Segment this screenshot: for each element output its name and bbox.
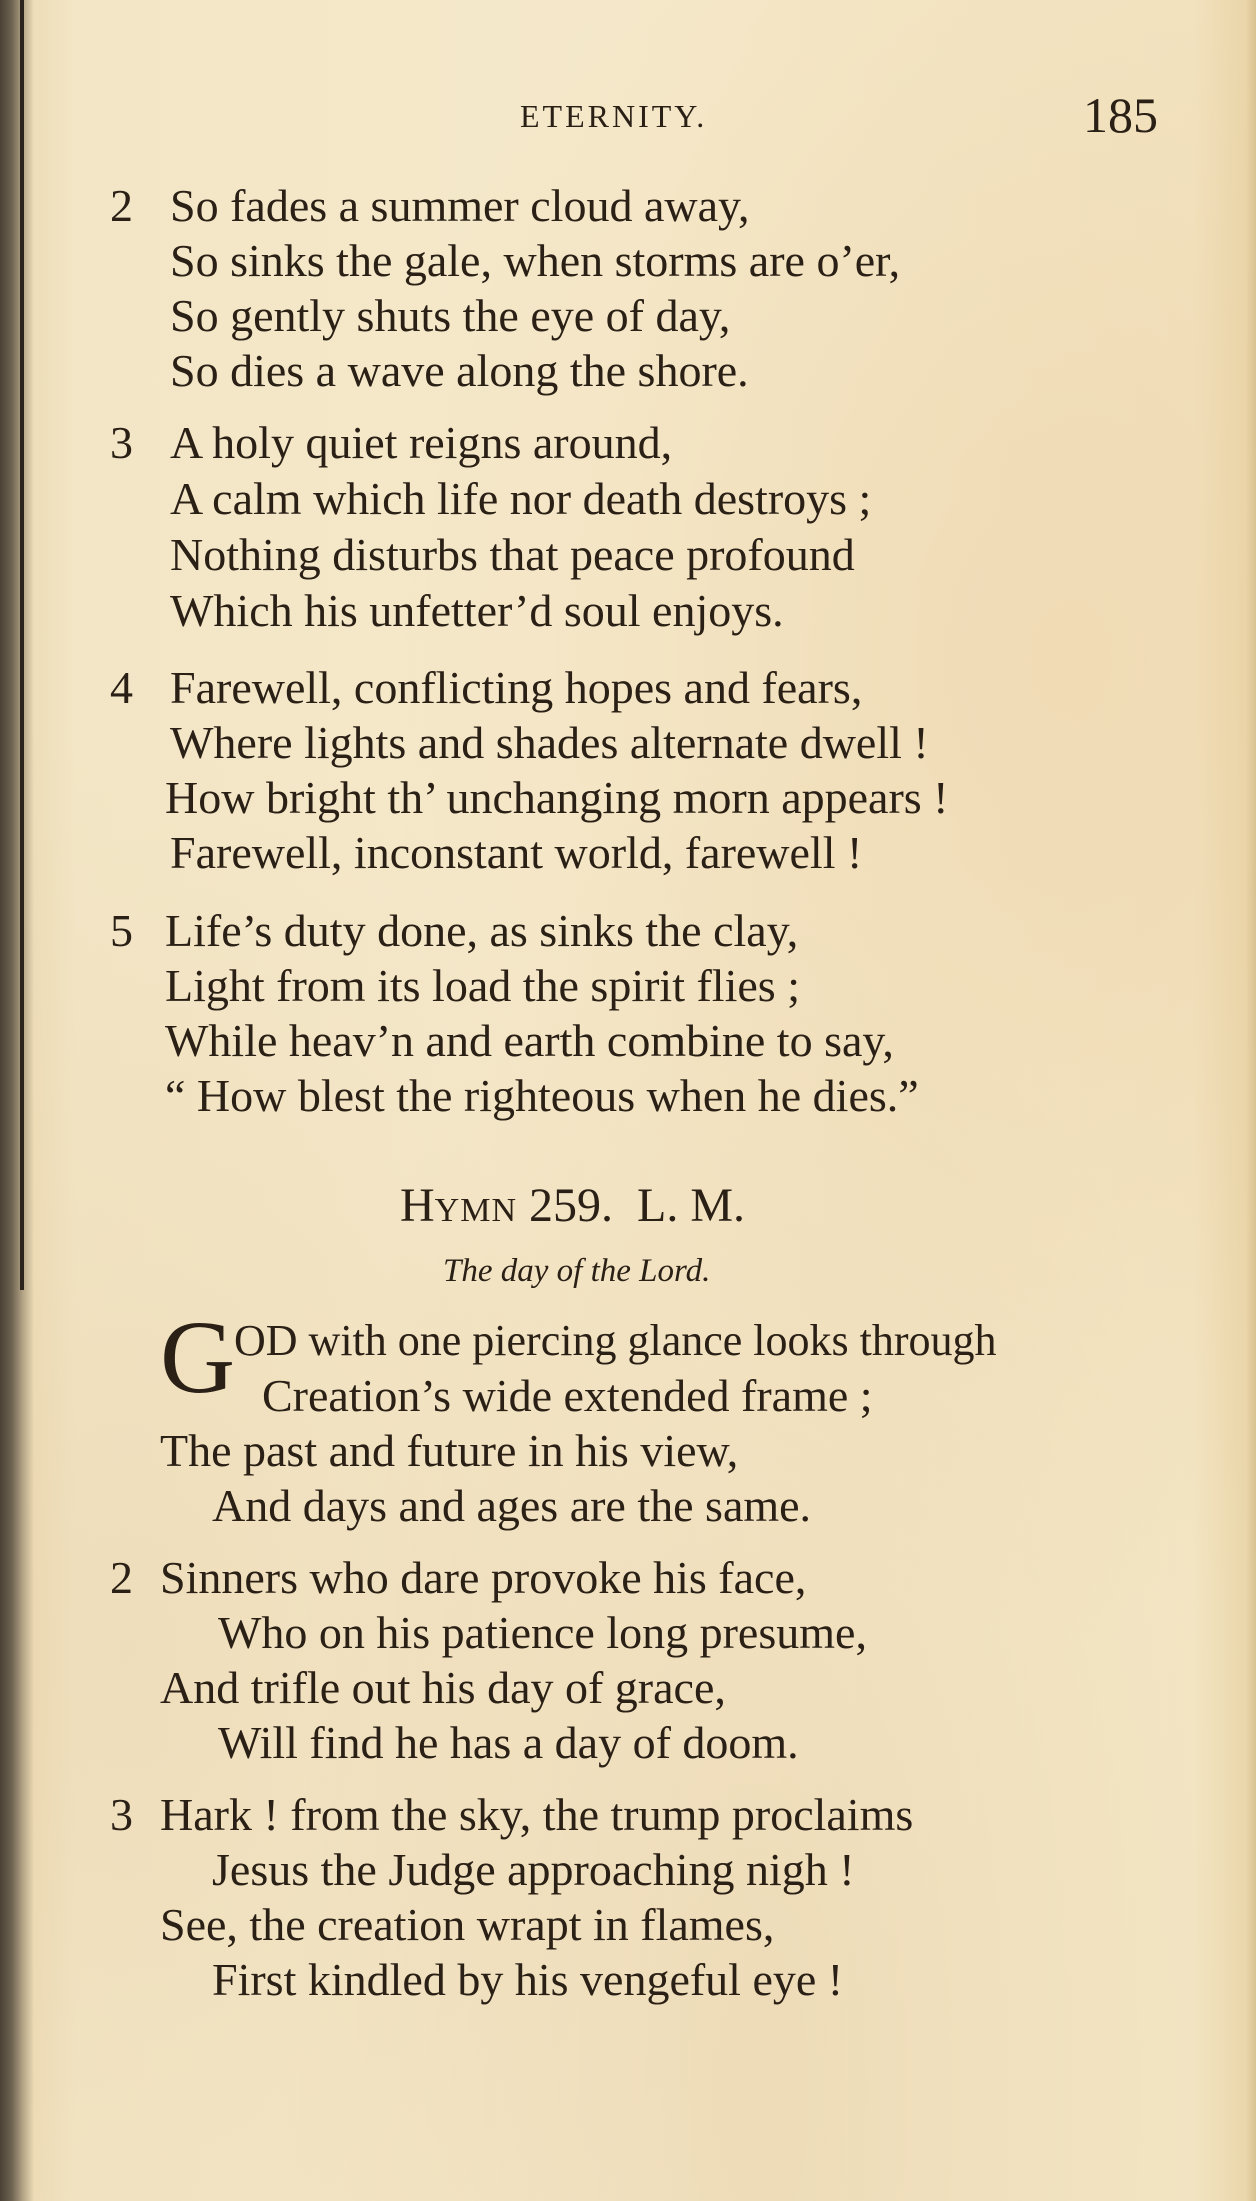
verse-line: How bright th’ unchanging morn appears ! (165, 772, 949, 823)
verse-line: Will find he has a day of doom. (218, 1717, 799, 1768)
verse-line: Creation’s wide extended frame ; (262, 1370, 873, 1421)
spine-edge-line (20, 0, 24, 1290)
verse-line: Who on his patience long presume, (218, 1607, 867, 1658)
stanza-number: 5 (110, 905, 133, 956)
verse-line: So fades a summer cloud away, (170, 180, 750, 231)
hymn-title-initial: H (400, 1179, 435, 1232)
hymn-title-smallcaps: YMN (434, 1192, 518, 1229)
verse-line: Farewell, inconstant world, farewell ! (170, 827, 863, 878)
page-edge (1246, 0, 1256, 2201)
verse-line: And days and ages are the same. (212, 1480, 812, 1531)
hymn-number: 259. (529, 1179, 614, 1232)
verse-line: And trifle out his day of grace, (160, 1662, 726, 1713)
verse-line: Sinners who dare provoke his face, (160, 1552, 807, 1603)
verse-line: OD with one piercing glance looks through (234, 1316, 997, 1365)
hymn-subtitle: The day of the Lord. (443, 1253, 711, 1289)
stanza-number: 2 (110, 180, 133, 231)
verse-line: Light from its load the spirit flies ; (165, 960, 800, 1011)
hymn-title (400, 1178, 745, 1233)
stanza-number: 4 (110, 662, 133, 713)
page-number: 185 (1083, 87, 1158, 143)
verse-line: So dies a wave along the shore. (170, 345, 749, 396)
drop-cap: G (160, 1300, 236, 1415)
verse-line: See, the creation wrapt in flames, (160, 1899, 775, 1950)
verse-line: Hark ! from the sky, the trump proclaims (160, 1789, 914, 1840)
verse-line: Nothing disturbs that peace profound (170, 529, 855, 580)
verse-line: Where lights and shades alternate dwell ! (170, 717, 929, 768)
stanza-number: 3 (110, 1789, 133, 1840)
verse-line: Which his unfetter’d soul enjoys. (170, 585, 784, 636)
verse-line: While heav’n and earth combine to say, (165, 1015, 894, 1066)
verse-line: So sinks the gale, when storms are o’er, (170, 235, 901, 286)
verse-line: A holy quiet reigns around, (170, 417, 673, 468)
stanza-number: 2 (110, 1552, 133, 1603)
verse-line: The past and future in his view, (160, 1425, 739, 1476)
verse-line: So gently shuts the eye of day, (170, 290, 731, 341)
running-head: ETERNITY. (520, 98, 708, 134)
verse-line: Life’s duty done, as sinks the clay, (165, 905, 799, 956)
book-spine-shadow (0, 0, 34, 2201)
verse-line: Farewell, conflicting hopes and fears, (170, 662, 863, 713)
verse-line: Jesus the Judge approaching nigh ! (212, 1844, 855, 1895)
verse-line: A calm which life nor death destroys ; (170, 473, 872, 524)
hymn-meter: L. M. (637, 1179, 746, 1232)
verse-line: “ How blest the righteous when he dies.” (165, 1070, 919, 1121)
verse-line: First kindled by his vengeful eye ! (212, 1954, 844, 2005)
stanza-number: 3 (110, 417, 133, 468)
